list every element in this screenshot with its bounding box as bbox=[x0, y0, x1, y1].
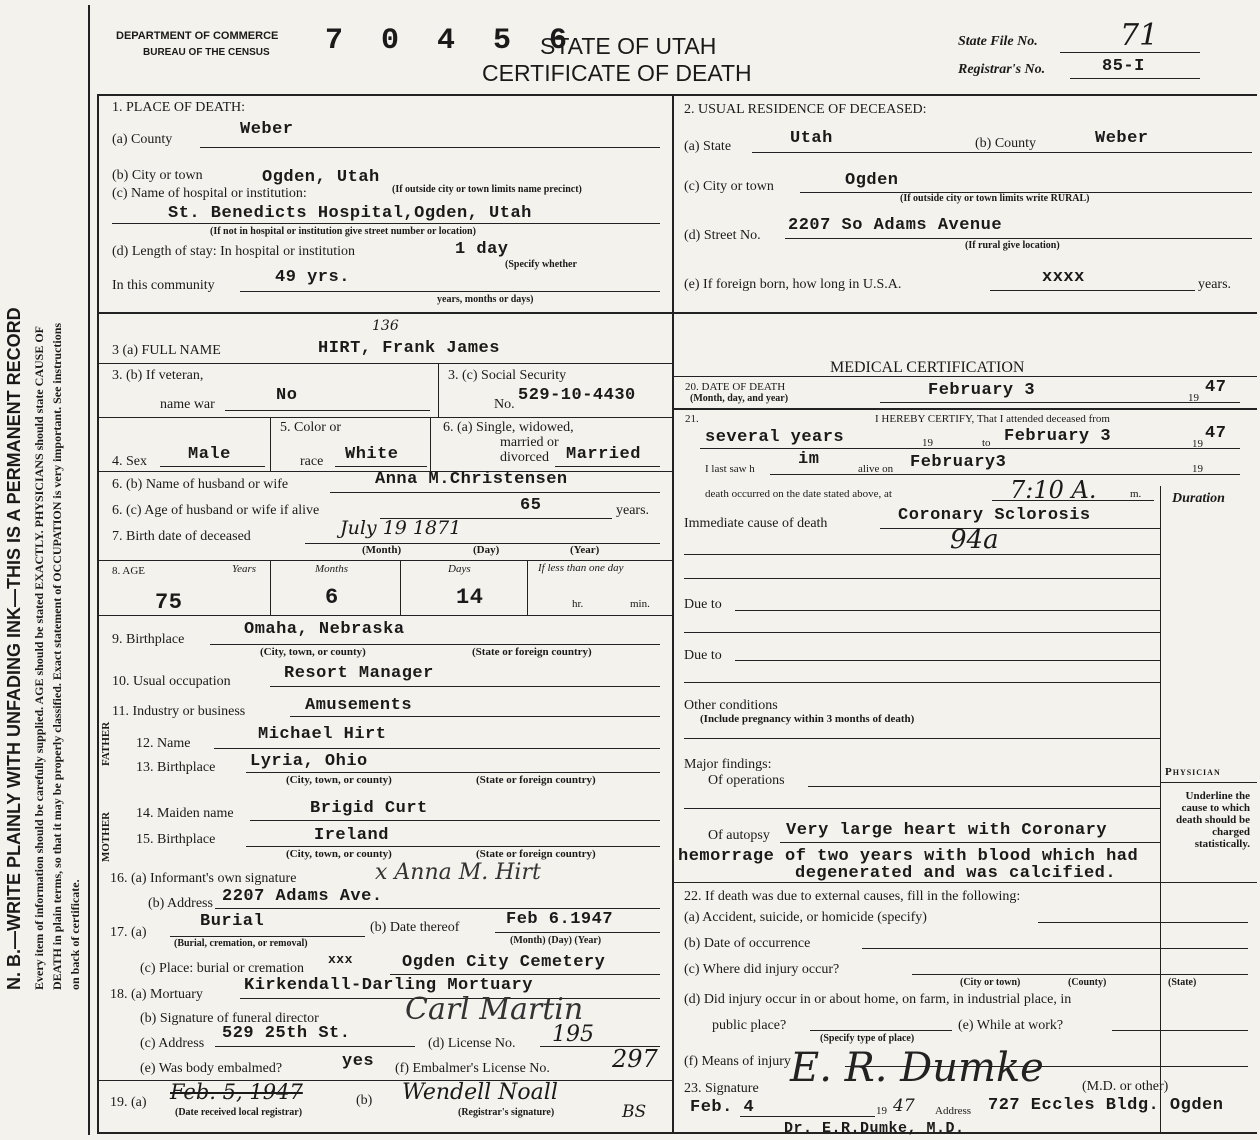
birth-day-note: (Day) bbox=[473, 544, 500, 556]
external-d1: (d) Did injury occur in or about home, on farm, in industrial place, in bbox=[684, 992, 1072, 1007]
burial-place: Ogden City Cemetery bbox=[402, 953, 606, 972]
external-c-city: (City or town) bbox=[960, 977, 1021, 988]
residence-county-label: (b) County bbox=[975, 136, 1037, 151]
embalmer-license: 297 bbox=[612, 1045, 658, 1073]
place-of-death-heading: 1. PLACE OF DEATH: bbox=[112, 100, 246, 115]
permanent-record-notice: N. B.—WRITE PLAINLY WITH UNFADING INK—THIS IS A PERMANENT RECORD bbox=[4, 307, 24, 990]
mortuary-address: 529 25th St. bbox=[222, 1024, 351, 1043]
burial-place-struck: xxx bbox=[328, 952, 353, 967]
ssn: 529-10-4430 bbox=[518, 386, 636, 405]
death-county: Weber bbox=[240, 120, 294, 139]
mortuary-address-label: (c) Address bbox=[140, 1036, 205, 1051]
date-of-death: February 3 bbox=[928, 381, 1036, 400]
foreign-born-label: (e) If foreign born, how long in U.S.A. bbox=[684, 277, 902, 292]
state-file-number: 71 bbox=[1120, 18, 1159, 53]
last-saw-label: I last saw h bbox=[705, 463, 755, 475]
external-c-county: (County) bbox=[1068, 977, 1107, 988]
full-name-label: 3 (a) FULL NAME bbox=[112, 343, 221, 358]
spouse-name: Anna M.Christensen bbox=[375, 470, 568, 489]
mother-state-note: (State or foreign country) bbox=[476, 848, 596, 860]
due-to-label-1: Due to bbox=[684, 597, 722, 612]
external-d-note: (Specify type of place) bbox=[820, 1033, 915, 1044]
physician-signature: E. R. Dumke bbox=[790, 1045, 1044, 1091]
age-years-label: Years bbox=[232, 563, 257, 575]
name-annotation: 136 bbox=[372, 318, 399, 334]
state-title: STATE OF UTAH bbox=[540, 33, 717, 59]
race: White bbox=[345, 445, 399, 464]
license-label: (d) License No. bbox=[428, 1036, 516, 1051]
major-findings-label: Major findings: bbox=[684, 757, 772, 772]
registrar-signature-note: (Registrar's signature) bbox=[458, 1107, 555, 1118]
foreign-years-label: years. bbox=[1198, 277, 1232, 292]
other-conditions-note: (Include pregnancy within 3 months of death) bbox=[700, 713, 915, 725]
informant-signature-label: 16. (a) Informant's own signature bbox=[110, 871, 297, 886]
mother-birthplace: Ireland bbox=[314, 826, 389, 845]
department-label: DEPARTMENT OF COMMERCE bbox=[116, 30, 279, 42]
burial-method-note: (Burial, cremation, or removal) bbox=[174, 938, 308, 949]
signature-year-prefix: 19 bbox=[876, 1105, 887, 1117]
sex-label: 4. Sex bbox=[112, 454, 147, 469]
autopsy-line-1: Very large heart with Coronary bbox=[786, 821, 1108, 840]
birth-month-note: (Month) bbox=[362, 544, 402, 556]
marital-status: Married bbox=[566, 445, 641, 464]
state-file-label: State File No. bbox=[958, 34, 1038, 49]
age-months-label: Months bbox=[315, 563, 348, 575]
funeral-director-label: (b) Signature of funeral director bbox=[140, 1011, 319, 1026]
residence-heading: 2. USUAL RESIDENCE OF DECEASED: bbox=[684, 102, 927, 117]
signature-address: 727 Eccles Bldg. Ogden bbox=[988, 1096, 1224, 1115]
stay-community: 49 yrs. bbox=[275, 268, 350, 287]
attended-19b: 19 bbox=[1192, 438, 1203, 450]
filed-label: 19. (a) bbox=[110, 1095, 147, 1110]
external-c-state: (State) bbox=[1168, 977, 1197, 988]
death-city-note: (If outside city or town limits name precinct) bbox=[392, 184, 582, 195]
father-state-note: (State or foreign country) bbox=[476, 774, 596, 786]
instructions-line-3: on back of certificate. bbox=[68, 879, 82, 990]
immediate-cause: Coronary Sclorosis bbox=[898, 506, 1091, 525]
filed-date-note: (Date received local registrar) bbox=[175, 1107, 303, 1118]
bureau-label: BUREAU OF THE CENSUS bbox=[143, 47, 270, 58]
foreign-born: xxxx bbox=[1042, 268, 1085, 287]
other-conditions-label: Other conditions bbox=[684, 698, 778, 713]
time-m: m. bbox=[1130, 488, 1142, 500]
spouse-age-years: years. bbox=[616, 503, 650, 518]
embalmer-license-label: (f) Embalmer's License No. bbox=[395, 1061, 550, 1076]
signature-date: Feb. 4 bbox=[690, 1098, 755, 1117]
burial-date: Feb 6.1947 bbox=[506, 910, 614, 929]
father-birthplace-label: 13. Birthplace bbox=[136, 760, 216, 775]
full-name: HIRT, Frank James bbox=[318, 339, 500, 358]
filed-date: Feb. 5, 1947 bbox=[170, 1080, 303, 1104]
informant-address-label: (b) Address bbox=[148, 896, 213, 911]
war-label: name war bbox=[160, 397, 215, 412]
registrar-initials: BS bbox=[622, 1102, 647, 1122]
death-city-label: (b) City or town bbox=[112, 168, 203, 183]
filed-b-label: (b) bbox=[356, 1093, 373, 1108]
death-county-label: (a) County bbox=[112, 132, 173, 147]
marital-label-2: married or bbox=[500, 435, 559, 450]
cause-code: 94a bbox=[950, 525, 999, 555]
less-than-day-label: If less than one day bbox=[538, 562, 624, 574]
father-name: Michael Hirt bbox=[258, 725, 387, 744]
embalmed-label: (e) Was body embalmed? bbox=[140, 1061, 283, 1076]
age-days-label: Days bbox=[448, 563, 471, 575]
father-name-label: 12. Name bbox=[136, 736, 191, 751]
veteran-label: 3. (b) If veteran, bbox=[112, 368, 204, 383]
external-b: (b) Date of occurrence bbox=[684, 936, 811, 951]
age-label: 8. AGE bbox=[112, 565, 145, 577]
mother-side-label: MOTHER bbox=[100, 811, 112, 862]
community-label: In this community bbox=[112, 278, 215, 293]
age-min: min. bbox=[630, 598, 650, 610]
date-of-death-note: (Month, day, and year) bbox=[690, 393, 789, 404]
time-of-death: 7:10 A. bbox=[1010, 476, 1097, 504]
street-label: (d) Street No. bbox=[684, 228, 761, 243]
spouse-name-label: 6. (b) Name of husband or wife bbox=[112, 477, 289, 492]
age-years: 75 bbox=[155, 590, 183, 615]
mother-birthplace-label: 15. Birthplace bbox=[136, 832, 216, 847]
mother-name: Brigid Curt bbox=[310, 799, 428, 818]
spouse-age-label: 6. (c) Age of husband or wife if alive bbox=[112, 503, 320, 518]
residence-county: Weber bbox=[1095, 129, 1149, 148]
occupation: Resort Manager bbox=[284, 664, 434, 683]
physician-typed-name: Dr. E.R.Dumke, M.D. bbox=[784, 1120, 965, 1137]
birthplace: Omaha, Nebraska bbox=[244, 620, 405, 639]
dod-year: 47 bbox=[1205, 378, 1227, 397]
autopsy-label: Of autopsy bbox=[708, 828, 770, 843]
physician-note: Underline the cause to which death should be charged statistically. bbox=[1176, 790, 1250, 850]
hospital-note: (If not in hospital or institution give street number or location) bbox=[210, 226, 476, 237]
residence-city: Ogden bbox=[845, 171, 899, 190]
burial-date-note: (Month) (Day) (Year) bbox=[510, 935, 602, 946]
death-occurred-label: death occurred on the date stated above, at bbox=[705, 488, 892, 500]
attended-to: February 3 bbox=[1004, 427, 1112, 446]
duration-label: Duration bbox=[1172, 491, 1225, 506]
registrar-number-label: Registrar's No. bbox=[958, 62, 1046, 77]
certify-number: 21. bbox=[685, 413, 699, 425]
burial-place-label: (c) Place: burial or cremation bbox=[140, 961, 305, 976]
informant-signature: x Anna M. Hirt bbox=[375, 860, 541, 885]
occupation-label: 10. Usual occupation bbox=[112, 674, 231, 689]
stay-hospital: 1 day bbox=[455, 240, 509, 259]
residence-city-label: (c) City or town bbox=[684, 179, 774, 194]
residence-city-note: (If outside city or town limits write RURAL) bbox=[900, 193, 1090, 204]
burial-method: Burial bbox=[200, 912, 265, 931]
sex: Male bbox=[188, 445, 231, 464]
mortuary: Kirkendall-Darling Mortuary bbox=[244, 976, 533, 995]
age-hr: hr. bbox=[572, 598, 584, 610]
last-saw-pronoun: im bbox=[798, 450, 820, 469]
residence-state: Utah bbox=[790, 129, 833, 148]
street-note: (If rural give location) bbox=[965, 240, 1060, 251]
instructions-line-1: Every item of information should be carefully supplied. AGE should be stated EXACTLY. PHYSICIANS should state CAUSE OF bbox=[32, 326, 46, 990]
mortuary-label: 18. (a) Mortuary bbox=[110, 987, 203, 1002]
informant-address: 2207 Adams Ave. bbox=[222, 887, 383, 906]
residence-state-label: (a) State bbox=[684, 139, 732, 154]
birthplace-city-note: (City, town, or county) bbox=[260, 646, 366, 658]
external-heading: 22. If death was due to external causes, fill in the following: bbox=[684, 889, 1021, 904]
ssn-label: 3. (c) Social Security bbox=[448, 368, 567, 383]
hospital-name: St. Benedicts Hospital,Ogden, Utah bbox=[168, 204, 532, 223]
registrar-number: 85-I bbox=[1102, 57, 1145, 76]
autopsy-line-2: hemorrage of two years with blood which had bbox=[678, 847, 1139, 866]
certificate-title: CERTIFICATE OF DEATH bbox=[482, 60, 752, 86]
father-birthplace: Lyria, Ohio bbox=[250, 752, 368, 771]
autopsy-line-3: degenerated and was calcified. bbox=[795, 864, 1117, 883]
physician-title: Physician bbox=[1165, 766, 1221, 778]
signature-year: 47 bbox=[893, 1096, 915, 1116]
margin-rule bbox=[88, 5, 90, 1135]
death-city: Ogden, Utah bbox=[262, 168, 380, 187]
alive-on-label: alive on bbox=[858, 463, 894, 475]
last-saw-date: February3 bbox=[910, 453, 1007, 472]
race-label: race bbox=[300, 454, 324, 469]
marital-label-1: 6. (a) Single, widowed, bbox=[443, 420, 574, 435]
specify-whether-note: (Specify whether bbox=[505, 259, 577, 270]
father-city-note: (City, town, or county) bbox=[286, 774, 392, 786]
mother-name-label: 14. Maiden name bbox=[136, 806, 234, 821]
signature-address-label: Address bbox=[935, 1105, 972, 1117]
birth-date: July 19 1871 bbox=[340, 517, 462, 539]
units-note: years, months or days) bbox=[437, 294, 534, 305]
age-months: 6 bbox=[325, 585, 339, 610]
external-a: (a) Accident, suicide, or homicide (specify) bbox=[684, 910, 927, 925]
external-c: (c) Where did injury occur? bbox=[684, 962, 840, 977]
external-e: (e) While at work? bbox=[958, 1018, 1064, 1033]
ssn-no-label: No. bbox=[494, 397, 515, 412]
stamp-number: 7 0 4 5 6 bbox=[325, 24, 578, 58]
dod-year-prefix: 19 bbox=[1188, 392, 1199, 404]
age-days: 14 bbox=[456, 585, 484, 610]
certify-text: I HEREBY CERTIFY, That I attended deceased from bbox=[875, 413, 1110, 425]
hospital-label: (c) Name of hospital or institution: bbox=[112, 186, 307, 201]
industry: Amusements bbox=[305, 696, 413, 715]
attended-from: several years bbox=[705, 428, 845, 447]
race-header-label: 5. Color or bbox=[280, 420, 342, 435]
operations-label: Of operations bbox=[708, 773, 785, 788]
industry-label: 11. Industry or business bbox=[112, 704, 246, 719]
due-to-label-2: Due to bbox=[684, 648, 722, 663]
birthplace-label: 9. Birthplace bbox=[112, 632, 185, 647]
md-note: (M.D. or other) bbox=[1082, 1079, 1169, 1094]
spouse-age: 65 bbox=[520, 496, 542, 515]
mother-city-note: (City, town, or county) bbox=[286, 848, 392, 860]
birth-year-note: (Year) bbox=[570, 544, 600, 556]
birthplace-state-note: (State or foreign country) bbox=[472, 646, 592, 658]
date-of-death-label: 20. DATE OF DEATH bbox=[685, 381, 786, 393]
medical-heading: MEDICAL CERTIFICATION bbox=[830, 359, 1025, 376]
attended-to-word: to bbox=[982, 437, 991, 449]
last-saw-19: 19 bbox=[1192, 463, 1203, 475]
instructions-line-2: DEATH in plain terms, so that it may be properly classified. Exact statement of OCCUPATION is very important. See instructions bbox=[50, 322, 64, 990]
attended-year: 47 bbox=[1205, 424, 1227, 443]
immediate-cause-label: Immediate cause of death bbox=[684, 516, 828, 531]
physician-signature-label: 23. Signature bbox=[684, 1081, 759, 1096]
external-d2: public place? bbox=[712, 1018, 787, 1033]
veteran: No bbox=[276, 386, 298, 405]
residence-street: 2207 So Adams Avenue bbox=[788, 216, 1003, 235]
funeral-director-signature: Carl Martin bbox=[405, 992, 584, 1027]
attended-19a: 19 bbox=[922, 437, 933, 449]
burial-date-label: (b) Date thereof bbox=[370, 920, 460, 935]
embalmed: yes bbox=[342, 1052, 375, 1071]
length-of-stay-label: (d) Length of stay: In hospital or institution bbox=[112, 244, 356, 259]
father-side-label: FATHER bbox=[100, 721, 112, 766]
license-number: 195 bbox=[552, 1022, 594, 1047]
registrar-signature: Wendell Noall bbox=[402, 1080, 558, 1105]
external-f: (f) Means of injury bbox=[684, 1054, 791, 1069]
marital-label-3: divorced bbox=[500, 450, 549, 465]
birth-date-label: 7. Birth date of deceased bbox=[112, 529, 251, 544]
burial-label: 17. (a) bbox=[110, 925, 147, 940]
